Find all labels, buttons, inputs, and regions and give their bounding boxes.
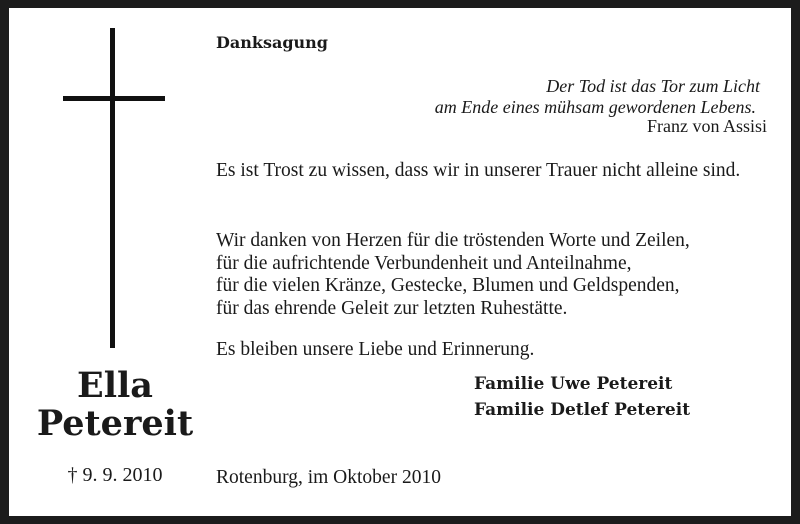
quote — [435, 76, 760, 118]
place-date: Rotenburg, im Oktober 2010 — [216, 467, 441, 488]
deceased-last-name: Petereit — [36, 403, 194, 444]
death-date: † 9. 9. 2010 — [67, 464, 163, 486]
paragraph-thanks — [216, 230, 690, 320]
cross-vertical-bar — [110, 28, 115, 348]
quote-author: Franz von Assisi — [646, 116, 767, 136]
thanks-line: für die aufrichtende Verbundenheit und Anteilnahme, — [216, 252, 632, 274]
quote-line: Der Tod ist das Tor zum Licht — [546, 76, 760, 96]
thanks-line: Wir danken von Herzen für die tröstenden Worte und Zeilen, — [216, 230, 690, 251]
family-signature: Familie Uwe Petereit — [474, 374, 673, 394]
paragraph-trost: Es ist Trost zu wissen, dass wir in unserer Trauer nicht alleine sind. — [216, 160, 741, 181]
notice-heading: Danksagung — [216, 33, 328, 52]
thanks-line: für die vielen Kränze, Gestecke, Blumen und Geldspenden, — [216, 275, 680, 296]
cross-horizontal-bar — [63, 96, 165, 101]
deceased-first-name: Ella — [77, 365, 153, 406]
quote-line: am Ende eines mühsam gewordenen Lebens. — [434, 97, 756, 117]
thanks-line: für das ehrende Geleit zur letzten Ruhestätte. — [216, 297, 568, 319]
family-signature: Familie Detlef Petereit — [474, 400, 691, 420]
paragraph-love: Es bleiben unsere Liebe und Erinnerung. — [216, 339, 535, 360]
